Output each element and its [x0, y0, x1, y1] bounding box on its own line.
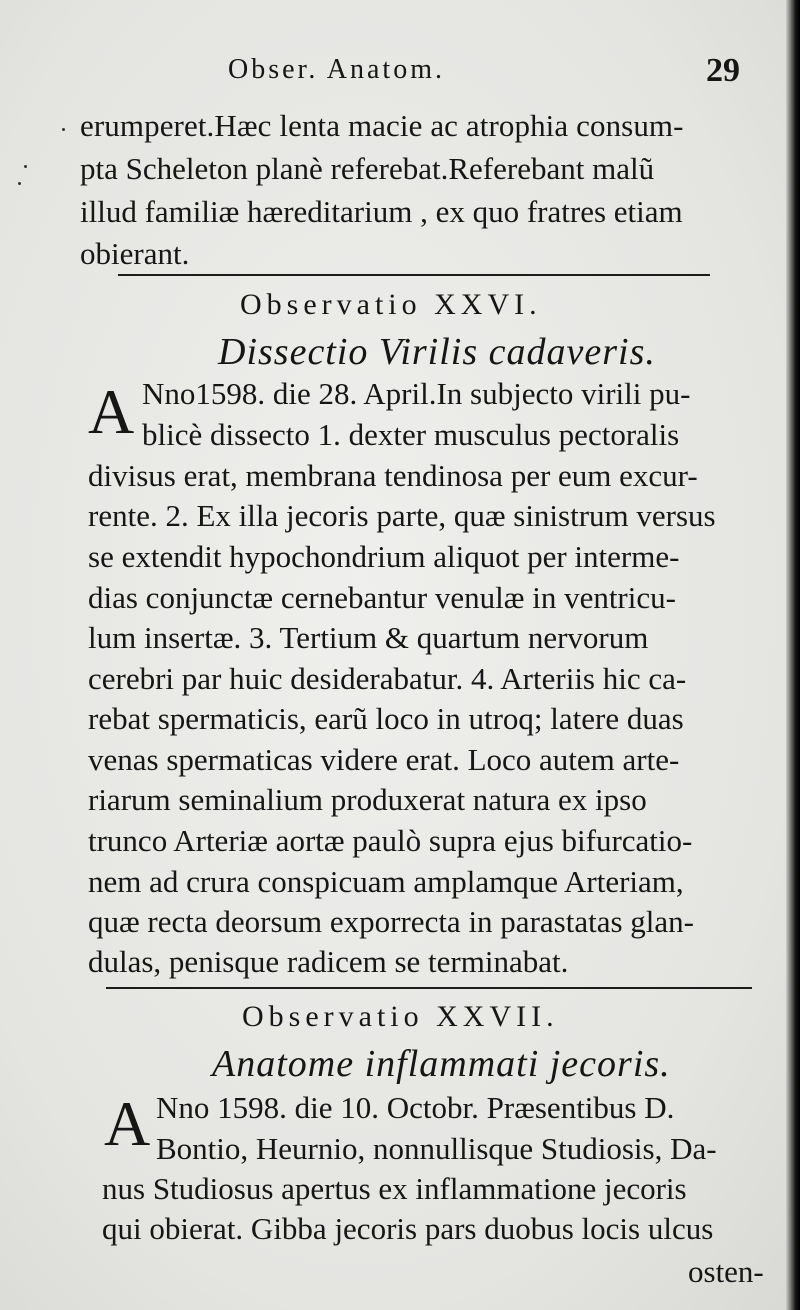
- body-line: trunco Arteriæ aortæ paulò supra ejus bifurcatio-: [88, 823, 693, 858]
- body-line: rente. 2. Ex illa jecoris parte, quæ sinistrum versus: [88, 498, 716, 533]
- body-line: blicè dissecto 1. dexter musculus pectoralis: [142, 417, 680, 452]
- section-divider: [118, 274, 710, 276]
- body-line: dias conjunctæ cernebantur venulæ in ventricu-: [88, 580, 676, 615]
- body-line: Nno 1598. die 10. Octobr. Præsentibus D.: [156, 1090, 675, 1125]
- body-line: quæ recta deorsum exporrecta in parastatas glan-: [88, 904, 694, 939]
- body-line: cerebri par huic desiderabatur. 4. Arteriis hic ca-: [88, 661, 687, 696]
- intro-line: erumperet.Hæc lenta macie ac atrophia consum-: [80, 108, 684, 143]
- body-line: se extendit hypochondrium aliquot per interme-: [88, 539, 680, 574]
- ink-speck: [62, 128, 65, 131]
- drop-cap: A: [88, 376, 135, 447]
- observation-subtitle: Dissectio Virilis cadaveris.: [218, 331, 656, 373]
- body-line: rebat spermaticis, earũ loco in utroq; latere duas: [88, 701, 684, 736]
- catchword: osten-: [688, 1254, 764, 1289]
- intro-line: obierant.: [80, 236, 190, 271]
- body-line: divisus erat, membrana tendinosa per eum excur-: [88, 458, 698, 493]
- body-line: riarum seminalium produxerat natura ex ipso: [88, 782, 647, 817]
- observation-title: Observatio XXVI.: [240, 288, 542, 321]
- drop-cap: A: [104, 1088, 151, 1159]
- ink-speck: [24, 165, 27, 168]
- ink-speck: [18, 182, 21, 185]
- body-line: Bontio, Heurnio, nonnullisque Studiosis, Da-: [156, 1131, 717, 1166]
- body-line: dulas, penisque radicem se terminabat.: [88, 944, 569, 979]
- section-divider: [106, 987, 752, 989]
- observation-title: Observatio XXVII.: [242, 1000, 559, 1033]
- intro-line: pta Scheleton planè referebat.Referebant malũ: [80, 151, 655, 186]
- body-line: nus Studiosus apertus ex inflammatione jecoris: [102, 1171, 687, 1206]
- page-number: 29: [706, 52, 740, 89]
- body-line: venas spermaticas videre erat. Loco autem arte-: [88, 742, 680, 777]
- page-edge-shadow: [786, 0, 800, 1310]
- body-line: qui obierat. Gibba jecoris pars duobus locis ulcus: [102, 1211, 714, 1246]
- running-title: Obser. Anatom.: [228, 54, 445, 85]
- body-line: nem ad crura conspicuam amplamque Arteriam,: [88, 864, 684, 899]
- intro-line: illud familiæ hæreditarium , ex quo fratres etiam: [80, 194, 683, 229]
- observation-subtitle: Anatome inflammati jecoris.: [212, 1043, 671, 1085]
- body-line: Nno1598. die 28. April.In subjecto virili pu-: [142, 376, 691, 411]
- body-line: lum insertæ. 3. Tertium & quartum nervorum: [88, 620, 649, 655]
